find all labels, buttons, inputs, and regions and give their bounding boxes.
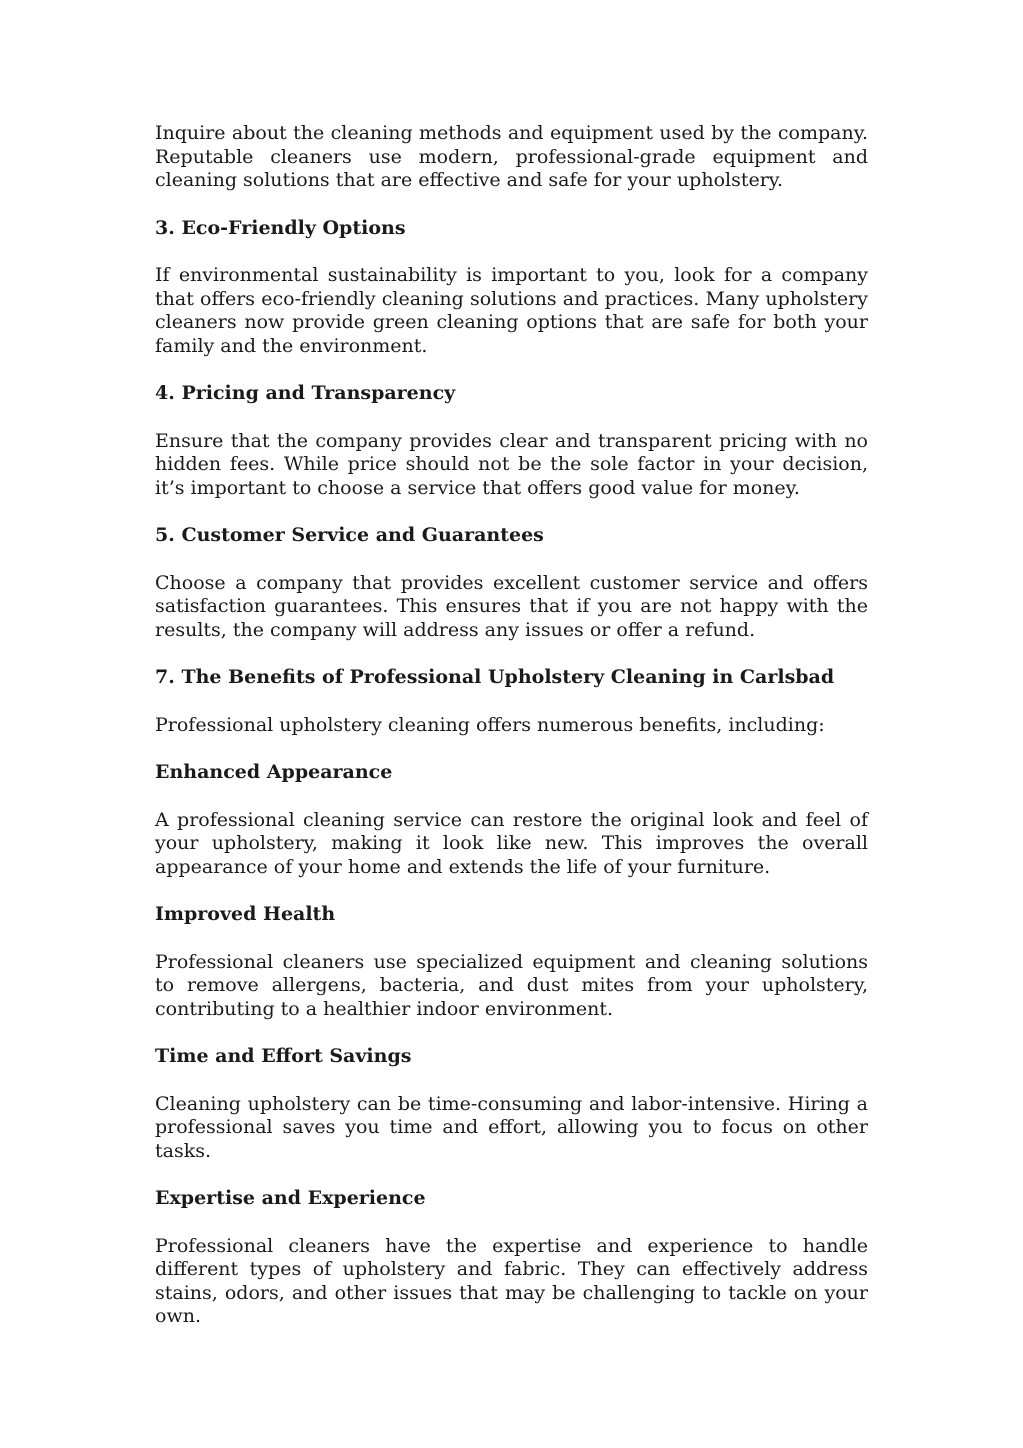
document-page	[155, 122, 868, 1353]
heading-enhanced-appearance: Enhanced Appearance	[155, 761, 393, 783]
heading-pricing-transparency: 4. Pricing and Transparency	[155, 382, 456, 404]
paragraph-pricing: Ensure that the company provides clear and transparent pricing with no hidden fees. While price should not be the sole factor in your decision, it’s important to choose a service that offers good value for money.	[155, 429, 868, 499]
heading-improved-health: Improved Health	[155, 903, 336, 925]
heading-customer-service: 5. Customer Service and Guarantees	[155, 524, 544, 546]
heading-eco-friendly-options: 3. Eco-Friendly Options	[155, 216, 406, 239]
paragraph-improved-health: Professional cleaners use specialized equipment and cleaning solutions to remove allergens, bacteria, and dust mites from your upholstery, contributing to a healthier indoor environment.	[155, 950, 868, 1020]
paragraph-eco-friendly: If environmental sustainability is important to you, look for a company that offers eco-friendly cleaning solutions and practices. Many upholstery cleaners now provide green cleaning options that are safe for both your family and the environment.	[155, 264, 868, 357]
heading-expertise: Expertise and Experience	[155, 1187, 426, 1209]
paragraph-benefits-intro: Professional upholstery cleaning offers numerous benefits, including:	[155, 713, 825, 736]
paragraph-cleaning-methods: Inquire about the cleaning methods and equipment used by the company. Reputable cleaners use modern, professional-grade equipment and cleaning solutions that are effective and safe for your upholstery.	[155, 122, 868, 191]
paragraph-enhanced-appearance: A professional cleaning service can restore the original look and feel of your upholstery, making it look like new. This improves the overall appearance of your home and extends the life of your furniture.	[155, 808, 868, 878]
paragraph-customer-service: Choose a company that provides excellent customer service and offers satisfaction guarantees. This ensures that if you are not happy with the results, the company will address any issues or offer a refund.	[155, 571, 868, 641]
paragraph-time-effort: Cleaning upholstery can be time-consuming and labor-intensive. Hiring a professional saves you time and effort, allowing you to focus on other tasks.	[155, 1092, 868, 1162]
heading-time-effort: Time and Effort Savings	[155, 1045, 412, 1067]
heading-benefits: 7. The Benefits of Professional Upholstery Cleaning in Carlsbad	[155, 666, 835, 688]
paragraph-expertise: Professional cleaners have the expertise and experience to handle different types of upholstery and fabric. They can effectively address stains, odors, and other issues that may be challenging to tackle on your own.	[155, 1234, 868, 1327]
